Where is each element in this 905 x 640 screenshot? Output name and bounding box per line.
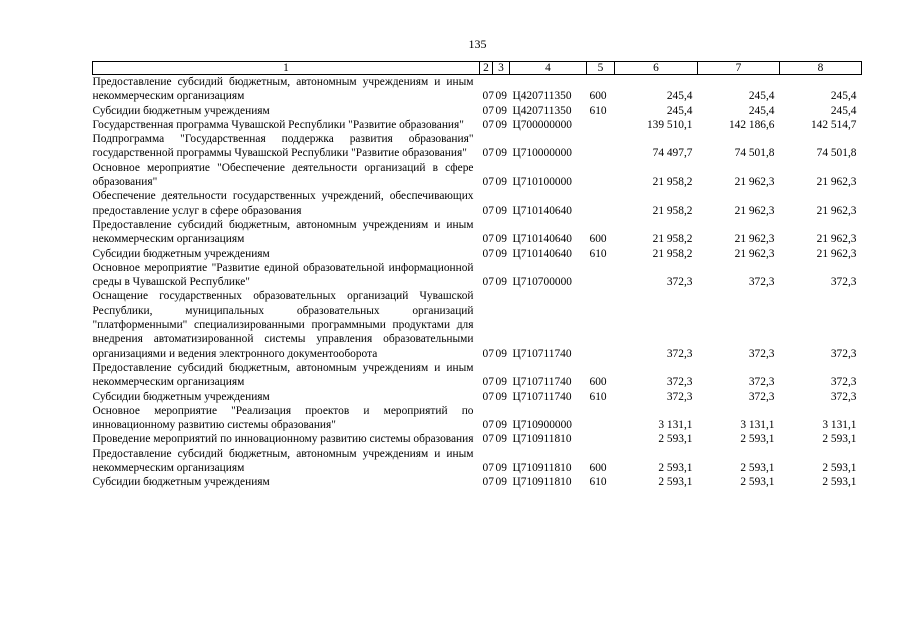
column-header-2: 2 — [480, 62, 493, 75]
target-article-code: Ц710100000 — [512, 176, 572, 189]
amount-col-6: 2 593,1 — [658, 433, 693, 446]
target-article-code: Ц710140640 — [512, 204, 572, 217]
column-header-1: 1 — [93, 62, 480, 75]
expense-type-code — [587, 118, 615, 132]
section-code: 07 — [482, 118, 494, 131]
amount-col-8: 142 514,7 — [810, 118, 857, 131]
amount-col-6: 372,3 — [666, 276, 693, 289]
table-body — [93, 75, 862, 490]
section-code: 07 — [482, 233, 494, 246]
amount-col-8: 21 962,3 — [816, 204, 857, 217]
target-article-code: Ц710900000 — [512, 419, 572, 432]
subsection-code: 09 — [495, 176, 507, 189]
item-name: Предоставление субсидий бюджетным, автономным учреждениям и иным некоммерческим организациям — [92, 218, 474, 246]
column-header-5: 5 — [587, 62, 615, 75]
target-article-code: Ц710140640 — [512, 233, 572, 246]
expense-type-code — [587, 261, 615, 290]
table-row — [93, 75, 862, 104]
amount-col-6: 74 497,7 — [652, 147, 693, 160]
item-name: Субсидии бюджетным учреждениям — [92, 476, 270, 489]
section-code: 07 — [482, 433, 494, 446]
amount-col-6: 372,3 — [666, 376, 693, 389]
expense-type-code — [587, 189, 615, 218]
amount-col-7: 21 962,3 — [734, 233, 775, 246]
subsection-code: 09 — [495, 204, 507, 217]
section-code: 07 — [482, 176, 494, 189]
amount-col-7: 21 962,3 — [734, 204, 775, 217]
table-row — [93, 218, 862, 247]
section-code: 07 — [482, 90, 494, 103]
subsection-code: 09 — [495, 347, 507, 360]
expense-type-code: 600 — [589, 376, 607, 389]
subsection-code: 09 — [495, 462, 507, 475]
item-name: Обеспечение деятельности государственных учреждений, обеспечивающих предоставление услуг в сфере образования — [92, 190, 474, 217]
table-row — [93, 361, 862, 390]
amount-col-6: 21 958,2 — [652, 176, 693, 189]
target-article-code: Ц710911810 — [512, 476, 572, 489]
amount-col-6: 2 593,1 — [658, 476, 693, 489]
item-name: Субсидии бюджетным учреждениям — [92, 247, 270, 260]
amount-col-6: 245,4 — [666, 104, 693, 117]
section-code: 07 — [482, 419, 494, 432]
section-code: 07 — [482, 390, 494, 403]
amount-col-6: 21 958,2 — [652, 247, 693, 260]
item-name: Основное мероприятие "Реализация проектов и мероприятий по инновационному развитию системы образования" — [92, 404, 474, 432]
expense-type-code: 600 — [589, 462, 607, 475]
amount-col-7: 372,3 — [748, 347, 775, 360]
expense-type-code — [587, 132, 615, 161]
table-row — [93, 289, 862, 360]
amount-col-8: 2 593,1 — [822, 433, 857, 446]
column-header-4: 4 — [510, 62, 587, 75]
expense-type-code: 610 — [589, 390, 607, 403]
item-name: Субсидии бюджетным учреждениям — [92, 104, 270, 117]
amount-col-7: 372,3 — [748, 390, 775, 403]
target-article-code: Ц710911810 — [512, 433, 572, 446]
amount-col-7: 245,4 — [748, 90, 775, 103]
table-row — [93, 475, 862, 489]
amount-col-7: 2 593,1 — [740, 433, 775, 446]
target-article-code: Ц700000000 — [512, 118, 572, 131]
subsection-code: 09 — [495, 90, 507, 103]
target-article-code: Ц710711740 — [512, 376, 572, 389]
subsection-code: 09 — [495, 433, 507, 446]
amount-col-7: 21 962,3 — [734, 247, 775, 260]
amount-col-7: 142 186,6 — [728, 118, 775, 131]
column-header-6: 6 — [615, 62, 698, 75]
table-row — [93, 432, 862, 446]
target-article-code: Ц710700000 — [512, 276, 572, 289]
amount-col-7: 2 593,1 — [740, 462, 775, 475]
expense-type-code — [587, 404, 615, 433]
subsection-code: 09 — [495, 390, 507, 403]
amount-col-6: 2 593,1 — [658, 462, 693, 475]
item-name: Подпрограмма "Государственная поддержка развития образования" государственной программы Чувашской Республики "Развитие образования" — [92, 133, 474, 160]
target-article-code: Ц420711350 — [512, 90, 572, 103]
amount-col-8: 3 131,1 — [822, 419, 857, 432]
amount-col-8: 372,3 — [830, 390, 857, 403]
subsection-code: 09 — [495, 104, 507, 117]
item-name: Оснащение государственных образовательных организаций Чувашской Республики, муниципальных образовательных организаций "платформенными" специализированными программными продуктами для внедрения автоматизированной системы управления образовательными организациями и ведения электронного документооборота — [92, 290, 474, 360]
section-code: 07 — [482, 104, 494, 117]
table-row — [93, 390, 862, 404]
section-code: 07 — [482, 376, 494, 389]
target-article-code: Ц710000000 — [512, 147, 572, 160]
target-article-code: Ц420711350 — [512, 104, 572, 117]
amount-col-6: 21 958,2 — [652, 233, 693, 246]
amount-col-8: 74 501,8 — [816, 147, 857, 160]
amount-col-6: 245,4 — [666, 90, 693, 103]
table-row — [93, 447, 862, 476]
amount-col-7: 21 962,3 — [734, 176, 775, 189]
table-row — [93, 132, 862, 161]
amount-col-8: 2 593,1 — [822, 476, 857, 489]
item-name: Государственная программа Чувашской Республики "Развитие образования" — [92, 118, 464, 131]
amount-col-6: 21 958,2 — [652, 204, 693, 217]
subsection-code: 09 — [495, 247, 507, 260]
item-name: Предоставление субсидий бюджетным, автономным учреждениям и иным некоммерческим организациям — [92, 361, 474, 389]
target-article-code: Ц710911810 — [512, 462, 572, 475]
column-header-8: 8 — [780, 62, 862, 75]
amount-col-8: 245,4 — [830, 104, 857, 117]
item-name: Предоставление субсидий бюджетным, автономным учреждениям и иным некоммерческим организациям — [92, 76, 474, 103]
amount-col-8: 245,4 — [830, 90, 857, 103]
section-code: 07 — [482, 462, 494, 475]
expense-type-code: 600 — [589, 233, 607, 246]
subsection-code: 09 — [495, 147, 507, 160]
expense-type-code: 610 — [589, 247, 607, 260]
section-code: 07 — [482, 347, 494, 360]
table-row — [93, 161, 862, 190]
amount-col-8: 21 962,3 — [816, 176, 857, 189]
subsection-code: 09 — [495, 118, 507, 131]
target-article-code: Ц710140640 — [512, 247, 572, 260]
amount-col-8: 21 962,3 — [816, 247, 857, 260]
amount-col-7: 372,3 — [748, 376, 775, 389]
item-name: Предоставление субсидий бюджетным, автономным учреждениям и иным некоммерческим организациям — [92, 447, 474, 475]
expense-type-code: 610 — [589, 104, 607, 117]
subsection-code: 09 — [495, 376, 507, 389]
section-code: 07 — [482, 276, 494, 289]
subsection-code: 09 — [495, 276, 507, 289]
column-header-7: 7 — [698, 62, 780, 75]
item-name: Субсидии бюджетным учреждениям — [92, 390, 270, 403]
table-row — [93, 104, 862, 118]
table-row — [93, 247, 862, 261]
section-code: 07 — [482, 147, 494, 160]
expense-type-code — [587, 289, 615, 360]
expense-type-code: 610 — [589, 476, 607, 489]
expense-type-code — [587, 432, 615, 446]
subsection-code: 09 — [495, 419, 507, 432]
amount-col-7: 245,4 — [748, 104, 775, 117]
target-article-code: Ц710711740 — [512, 390, 572, 403]
table-row — [93, 404, 862, 433]
amount-col-8: 372,3 — [830, 376, 857, 389]
budget-table — [92, 61, 862, 490]
section-code: 07 — [482, 247, 494, 260]
expense-type-code — [587, 161, 615, 190]
subsection-code: 09 — [495, 233, 507, 246]
section-code: 07 — [482, 476, 494, 489]
amount-col-8: 372,3 — [830, 276, 857, 289]
amount-col-6: 3 131,1 — [658, 419, 693, 432]
amount-col-7: 74 501,8 — [734, 147, 775, 160]
amount-col-7: 372,3 — [748, 276, 775, 289]
item-name: Основное мероприятие "Развитие единой образовательной информационной среды в Чувашской Республике" — [92, 261, 474, 289]
amount-col-7: 3 131,1 — [740, 419, 775, 432]
amount-col-8: 372,3 — [830, 347, 857, 360]
target-article-code: Ц710711740 — [512, 347, 572, 360]
item-name: Основное мероприятие "Обеспечение деятельности организаций в сфере образования" — [92, 161, 474, 189]
table-row — [93, 118, 862, 132]
amount-col-6: 139 510,1 — [646, 118, 693, 131]
amount-col-8: 21 962,3 — [816, 233, 857, 246]
expense-type-code: 600 — [589, 90, 607, 103]
amount-col-8: 2 593,1 — [822, 462, 857, 475]
table-row — [93, 261, 862, 290]
item-name: Проведение мероприятий по инновационному развитию системы образования — [92, 433, 474, 446]
amount-col-6: 372,3 — [666, 390, 693, 403]
page-number: 135 — [468, 37, 487, 51]
column-header-3: 3 — [493, 62, 510, 75]
section-code: 07 — [482, 204, 494, 217]
amount-col-6: 372,3 — [666, 347, 693, 360]
subsection-code: 09 — [495, 476, 507, 489]
table-header — [93, 62, 862, 75]
table-row — [93, 189, 862, 218]
amount-col-7: 2 593,1 — [740, 476, 775, 489]
